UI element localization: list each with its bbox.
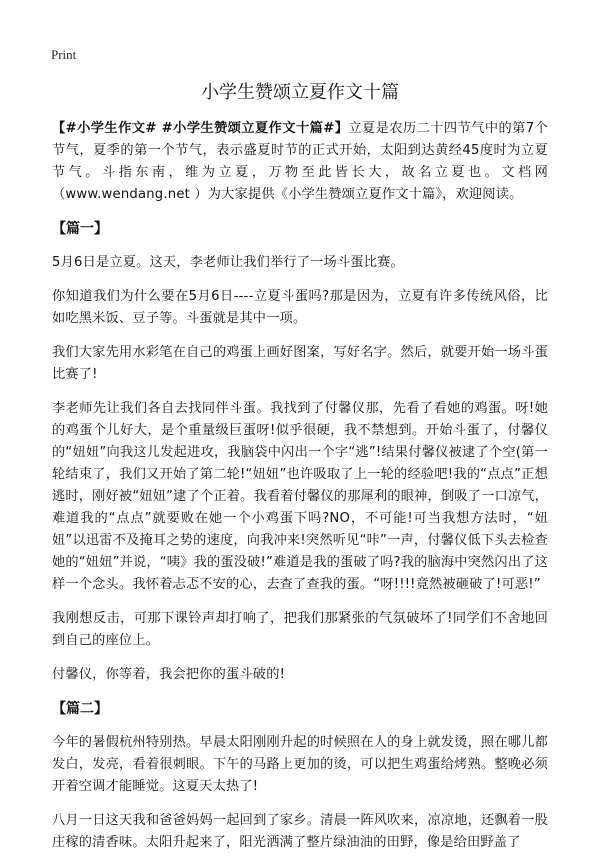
paragraph: 我刚想反击，可那下课铃声却打响了，把我们那紧张的气氛破坏了!同学们不舍地回到自己的座位上。 xyxy=(52,611,548,648)
section-heading-1: 【篇一】 xyxy=(52,221,108,237)
paragraph: 八月一日这天我和爸爸妈妈一起回到了家乡。清晨一阵风吹来，凉凉地，还飘着一股庄稼的清香味。太阳升起来了，阳光洒满了整片绿油油的田野，像是给田野盖了 xyxy=(52,813,548,850)
print-label: Print xyxy=(51,47,77,62)
intro-text: 立夏是农历二十四节气中的第7个节气，夏季的第一个节气，表示盛夏时节的正式开始，太阳到达黄经45度时为立夏节气。斗指东南，维为立夏，万物至此皆长大，故名立夏也。文档网（www.wendang.net ）为大家提供《小学生赞颂立夏作文十篇》，欢迎阅读。 xyxy=(52,121,549,202)
paragraph: 今年的暑假杭州特别热。早晨太阳刚刚升起的时候照在人的身上就发烫，照在哪儿都发白，发亮，看着很刺眼。下午的马路上更加的烫，可以把生鸡蛋给烤熟。整晚必须开着空调才能睡觉。这夏天太热了! xyxy=(52,735,548,794)
paragraph: 5月6日是立夏。这天，李老师让我们举行了一场斗蛋比赛。 xyxy=(52,255,404,270)
intro-paragraph xyxy=(52,118,548,206)
paragraph: 我们大家先用水彩笔在自己的鸡蛋上画好图案，写好名字。然后，就要开始一场斗蛋比赛了! xyxy=(52,345,548,382)
article-body xyxy=(52,118,548,866)
page-title: 小学生赞颂立夏作文十篇 xyxy=(201,82,399,103)
section-heading-2: 【篇二】 xyxy=(52,701,108,717)
paragraph: 李老师先让我们各自去找同伴斗蛋。我找到了付馨仪那，先看了看她的鸡蛋。呀!她的鸡蛋个儿好大，是个重量级巨蛋呀!似乎很硬，我不禁想到。开始斗蛋了，付馨仪的“妞妞”向我这儿发起进攻，我脑袋中闪出一个字“逃”!结果付馨仪被逮了个空(第一轮结束了，我们又开始了第二轮!“妞妞”也许吸取了上一轮的经验吧!我的“点点”正想逃时，刚好被“妞妞”逮了个正着。我看着付馨仪的那犀利的眼神，倒吸了一口凉气，难道我的“点点”就要败在她一个小鸡蛋下吗?NO，不可能!可当我想方法时，“妞妞”以迅雷不及掩耳之势的速度，向我冲来!突然听见“咔”一声，付馨仪低下头去检查她的“妞妞”并说，“咦》我的蛋没破!”难道是我的蛋破了吗?我的脑海中突然闪出了这样一个念头。我怀着忐忑不安的心，去查了查我的蛋。“呀!!!!竟然被砸破了!可恶!” xyxy=(52,401,549,592)
paragraph: 付馨仪，你等着，我会把你的蛋斗破的! xyxy=(52,667,286,682)
intro-tag: 【#小学生作文# #小学生赞颂立夏作文十篇#】 xyxy=(52,121,349,136)
paragraph: 你知道我们为什么要在5月6日----立夏斗蛋吗?那是因为，立夏有许多传统风俗，比如吃黑米饭、豆子等。斗蛋就是其中一项。 xyxy=(52,289,548,326)
